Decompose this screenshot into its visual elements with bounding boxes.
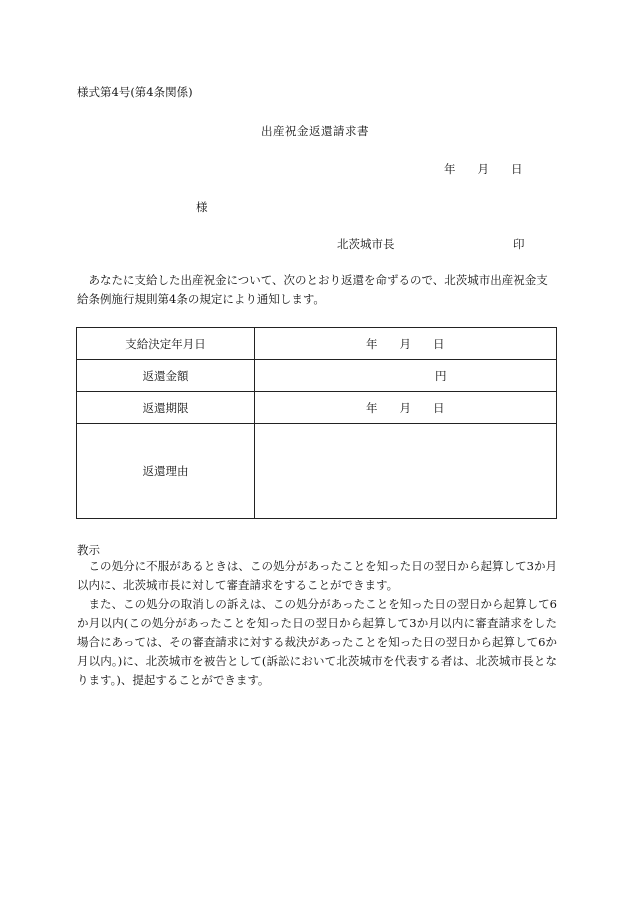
row-label-amount: 返還金額 [77,360,255,392]
issue-date [444,161,523,177]
row-label-deadline: 返還期限 [77,392,255,424]
deadline-year-label: 年 [366,400,378,415]
issuer-name: 北茨城市長 [337,237,395,251]
decision-month-label: 月 [399,336,411,351]
decision-year-label: 年 [366,336,378,351]
table-row [77,392,557,424]
row-value-amount: 円 [255,360,557,392]
deadline-month-label: 月 [399,400,411,415]
row-value-deadline [255,392,557,424]
date-month-label: 月 [477,162,489,176]
notice-paragraph: また、この処分の取消しの訴えは、この処分があったことを知った日の翌日から起算して6か月以内(この処分があったことを知った日の翌日から起算して3か月以内に審査請求をした場合にあっては、その審査請求に対する裁決があったことを知った日の翌日から起算して6か月以内。)に、北茨城市を被告として(訴訟において北茨城市を代表する者は、北茨城市長となります。)、提起することができます。 [77,597,557,687]
notice-paragraph: この処分に不服があるときは、この処分があったことを知った日の翌日から起算して3か月以内に、北茨城市長に対して審査請求をすることができます。 [77,559,557,592]
deadline-day-label: 日 [433,400,445,415]
addressee-suffix: 様 [196,200,208,214]
table-row [77,424,557,519]
repayment-table [76,327,557,519]
row-value-reason [255,424,557,519]
decision-day-label: 日 [433,336,445,351]
date-year-label: 年 [444,162,456,176]
form-number: 様式第4号(第4条関係) [77,85,193,99]
date-day-label: 日 [511,162,523,176]
seal-mark: 印 [513,237,525,251]
notice-heading: 教示 [77,543,100,557]
document-title: 出産祝金返還請求書 [261,124,369,138]
table-row [77,328,557,360]
table-row [77,360,557,392]
row-label-reason: 返還理由 [77,424,255,519]
row-value-decision-date [255,328,557,360]
body-text: あなたに支給した出産祝金について、次のとおり返還を命ずるので、北茨城市出産祝金支給条例施行規則第4条の規定により通知します。 [77,273,548,306]
row-label-decision-date: 支給決定年月日 [77,328,255,360]
